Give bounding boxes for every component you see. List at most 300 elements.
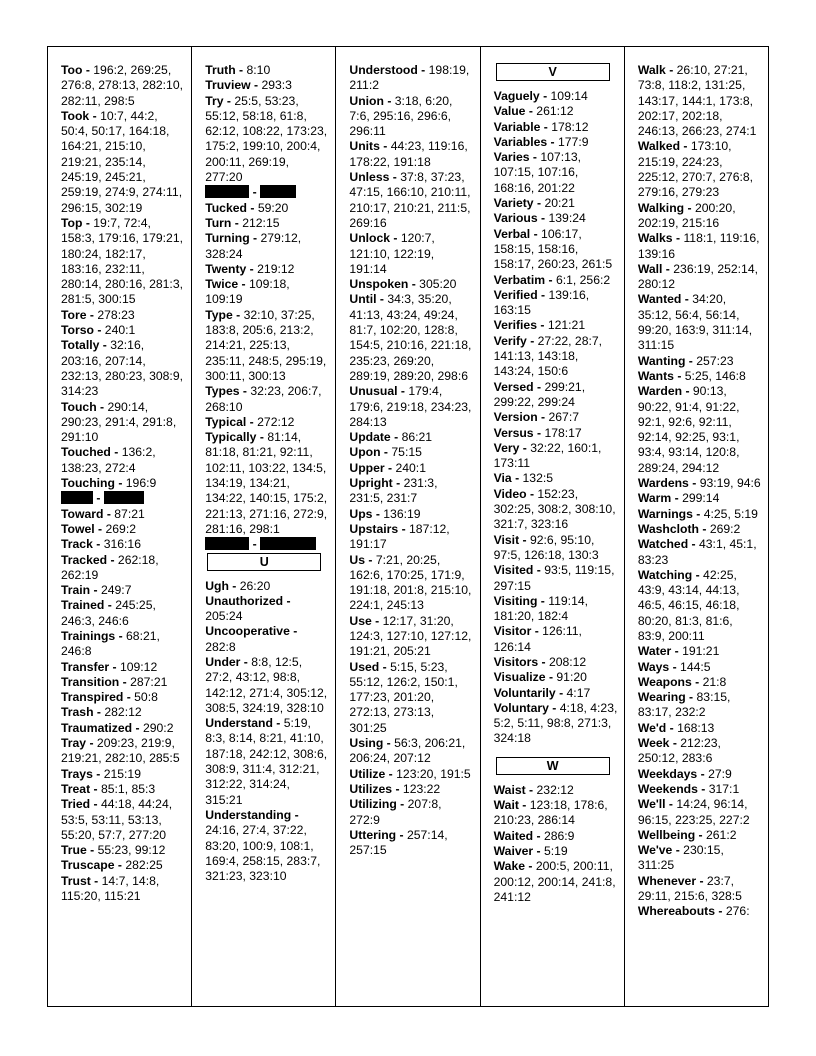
entry-separator: - [672,231,684,246]
index-term: Voluntarily [493,685,556,700]
page-line-refs: 32:23, 206:7, 268:10 [205,384,322,414]
page-line-refs: 91:20 [556,670,587,685]
index-term: Unlock [349,231,391,246]
index-entry [205,216,329,231]
page-line-refs: 299:21, 299:22, 299:24 [493,379,586,409]
entry-separator: - [545,272,556,287]
index-term: Using [349,736,384,751]
entry-separator: - [684,200,695,215]
index-term: Touched [61,445,111,460]
index-term: Wearing [637,690,686,705]
index-term: Twice [205,277,239,292]
index-entry [494,533,618,564]
index-entry [638,767,762,782]
index-entry [61,629,185,660]
page-line-refs: 299:14 [682,491,720,506]
index-term: Via [493,471,512,486]
index-term: Trays [61,766,93,781]
entry-separator: - [680,139,691,154]
page-line-refs: 168:13 [677,720,715,735]
index-entry [349,231,473,277]
index-term: Washcloth [637,521,699,536]
page-line-refs: 43:1, 45:1, 83:23 [637,537,757,567]
page-line-refs: 249:7 [100,583,132,598]
entry-separator: - [526,486,538,501]
index-term: Took [61,108,90,123]
index-term: Warm [637,491,672,506]
index-entry [61,736,185,767]
page-line-refs: 191:21 [682,644,720,659]
page-line-refs: 5:19, 8:3, 8:14, 8:21, 41:10, 187:18, 242:12, 308:6, 308:9, 311:4, 312:21, 312:22, 314:24, 315:21 [205,716,328,807]
index-term: Unspoken [349,277,409,292]
page-line-refs: 123:18, 178:6, 210:23, 286:14 [493,798,608,828]
page-line-refs: 196:2, 269:25, 276:8, 278:13, 282:10, 282:11, 298:5 [61,63,183,108]
index-term: Visit [493,532,520,547]
entry-separator: - [681,292,693,307]
entry-separator: - [525,104,537,119]
entry-separator: - [688,476,700,491]
page-line-refs: 207:8, 272:9 [349,797,442,827]
index-entry [494,89,618,104]
index-term: Try [205,93,224,108]
entry-separator: - [519,440,531,455]
index-term: Versed [493,379,534,394]
page-line-refs: 50:8 [134,690,158,705]
index-term: Weapons [637,674,692,689]
index-entry [205,594,329,625]
entry-separator: - [531,624,543,639]
entry-separator: - [283,593,291,608]
index-term: Uttering [349,827,397,842]
index-column-3 [335,47,479,1006]
index-term: Walking [637,200,685,215]
index-term: Walks [637,231,673,246]
index-entry [205,231,329,262]
page-line-refs: 276: [725,904,750,919]
entry-separator: - [392,781,403,796]
index-entry [61,705,185,720]
entry-separator: - [530,226,542,241]
page-line-refs: 87:21 [114,506,145,521]
page-line-refs: 32:10, 37:25, 183:8, 205:6, 213:2, 214:21, 225:13, 235:11, 248:5, 295:19, 300:11, 300:13 [205,307,327,383]
page-line-refs: 290:2 [142,720,174,735]
page-line-refs: 81:14, 81:18, 81:21, 92:11, 102:11, 103:22, 134:5, 134:19, 134:21, 134:22, 140:15, 175:2, 221:13, 271:16, 272:9, 281:16, 298:1 [205,430,328,536]
index-term: Warnings [637,506,693,521]
entry-separator: - [383,736,395,751]
entry-separator: - [547,134,558,149]
page-line-refs: 120:7, 121:10, 122:19, 191:14 [349,231,435,276]
index-entry [494,380,618,411]
entry-separator: - [545,670,557,685]
page-line-refs: 269:2 [709,521,741,536]
index-term: Tore [61,307,87,322]
page-line-refs: 107:13, 107:15, 107:16, 168:16, 201:22 [493,150,582,195]
entry-separator: - [540,119,552,134]
entry-separator: - [539,89,551,103]
entry-separator: - [538,654,549,669]
page-line-refs: 205:24 [205,609,243,624]
index-entry [349,767,473,782]
entry-separator: - [109,659,120,674]
index-entry [638,721,762,736]
page-line-refs: 123:20, 191:5 [396,766,471,781]
index-term: Visualize [493,670,546,685]
page-line-refs: 118:1, 119:16, 139:16 [637,231,760,261]
page-line-refs: 287:21 [130,674,168,689]
index-column-1 [48,47,191,1006]
entry-separator: - [249,185,261,200]
index-entry [61,338,185,399]
index-entry [349,614,473,660]
index-term: Verbal [493,226,531,241]
entry-separator: - [692,506,704,521]
index-term: Train [61,583,91,598]
index-page-frame [47,46,769,1007]
entry-separator: - [239,384,251,399]
index-entry [61,874,185,905]
index-entry [494,783,618,798]
entry-separator: - [665,797,677,812]
index-entry [349,660,473,736]
entry-separator: - [372,506,384,521]
index-entry [61,843,185,858]
page-line-refs: 106:17, 158:15, 158:16, 158:17, 260:23, 261:5 [493,226,613,272]
index-term: Trained [61,598,105,613]
entry-separator: - [291,807,299,822]
index-entry [61,598,185,629]
index-entry [638,736,762,767]
page-line-refs: 5:19 [543,843,568,858]
page-line-refs: 317:1 [708,781,740,796]
entry-separator: - [672,843,684,858]
index-entry [638,231,762,262]
index-term: Track [61,537,93,552]
page-line-refs: 5:25, 146:8 [684,368,746,383]
entry-separator: - [249,231,261,246]
index-term: Versus [493,425,534,440]
index-term: Wanting [637,353,686,368]
page-line-refs: 126:11, 126:14 [493,624,582,654]
index-entry [61,323,185,338]
index-entry [494,318,618,333]
index-entry [349,170,473,231]
index-term: Use [349,613,372,628]
page-line-refs: 240:1 [104,323,136,338]
index-entry [638,139,762,200]
entry-separator: - [256,430,268,445]
page-line-refs: 8:8, 12:5, 27:2, 43:12, 98:8, 142:12, 271:4, 305:12, 308:5, 324:19, 328:10 [205,654,328,715]
index-entry [494,135,618,150]
page-line-refs: 25:5, 53:23, 55:12, 58:18, 61:8, 62:12, 108:22, 173:23, 175:2, 199:10, 200:4, 200:11, 269:19, 277:20 [205,93,328,185]
entry-separator: - [376,292,388,307]
entry-separator: - [249,537,261,552]
page-line-refs: 34:20, 35:12, 56:4, 56:14, 99:20, 163:9, 311:14, 311:15 [637,292,753,353]
index-term: Utilizing [349,797,397,812]
index-term: Trainings [61,628,116,643]
index-term: Weekends [637,781,698,796]
entry-separator: - [365,552,376,567]
entry-separator: - [715,904,726,919]
index-entry [494,471,618,486]
page-line-refs: 20:21 [544,196,575,211]
index-entry [494,701,618,747]
index-entry [638,476,762,491]
page-line-refs: 27:22, 28:7, 141:13, 143:18, 143:24, 150:6 [493,333,603,379]
index-term: Tried [61,797,91,812]
index-term: Union [349,93,384,108]
redacted-entry [61,491,185,506]
page-line-refs: 21:8 [702,674,727,689]
index-entry [494,563,618,594]
page-line-refs: 267:7 [548,410,579,425]
index-term: Water [637,644,672,659]
index-entry [349,445,473,460]
entry-separator: - [86,307,98,322]
index-entry [61,109,185,216]
page-line-refs: 14:24, 96:14, 96:15, 223:25, 227:2 [637,797,750,827]
index-entry [638,782,762,797]
entry-separator: - [114,858,126,873]
index-term: Watched [637,537,689,552]
index-entry [205,94,329,186]
index-entry [61,507,185,522]
index-term: Upper [349,460,385,475]
index-entry [61,476,185,491]
index-entry [61,583,185,598]
index-entry [349,430,473,445]
page-line-refs: 59:20 [257,200,289,215]
index-term: Unless [349,170,390,185]
index-term: Upon [349,445,381,460]
entry-separator: - [525,859,536,874]
index-entry [61,782,185,797]
index-term: Warden [637,384,683,399]
index-entry [638,292,762,353]
index-term: Transfer [61,659,110,674]
index-term: Tracked [61,552,108,567]
index-entry [61,660,185,675]
index-term: Unusual [349,384,398,399]
index-entry [205,579,329,594]
index-term: Used [349,659,380,674]
page-line-refs: 44:18, 44:24, 53:5, 53:11, 53:13, 55:20, 57:7, 277:20 [61,797,173,842]
page-line-refs: 139:24 [548,211,586,226]
entry-separator: - [92,766,104,781]
index-entry [61,721,185,736]
entry-separator: - [107,552,118,567]
index-term: Twenty [205,261,247,276]
index-term: Whereabouts [637,904,716,919]
page-line-refs: 272:12 [257,414,295,429]
index-term: Watching [637,567,693,582]
entry-separator: - [518,798,530,813]
index-term: Verifies [493,318,537,333]
page-line-refs: 178:12 [551,119,589,134]
page-line-refs: 209:23, 219:9, 219:21, 282:10, 285:5 [61,736,180,766]
entry-separator: - [696,873,707,888]
index-entry [494,150,618,196]
index-term: Transition [61,674,120,689]
page-line-refs: 269:2 [105,521,136,536]
index-entry [349,782,473,797]
page-line-refs: 6:1, 256:2 [555,272,611,287]
index-entry [349,522,473,553]
index-column-5 [624,47,768,1006]
entry-separator: - [123,690,135,705]
index-term: Towel [61,521,95,536]
page-line-refs: 136:19 [383,506,421,521]
index-entry [61,63,185,109]
index-entry [349,384,473,430]
page-line-refs: 86:21 [401,430,433,445]
index-entry [494,594,618,625]
page-line-refs: 293:3 [261,78,292,93]
index-term: Waist [493,782,526,797]
entry-separator: - [90,797,101,812]
index-term: Under [205,654,241,669]
index-entry [349,63,473,94]
index-entry [494,273,618,288]
entry-separator: - [698,521,710,536]
index-term: Waiver [493,843,534,858]
index-term: Visited [493,563,534,578]
index-term: Typical [205,414,247,429]
entry-separator: - [396,827,407,842]
entry-separator: - [389,170,401,185]
index-term: Very [493,440,520,455]
entry-separator: - [408,277,420,292]
page-line-refs: 19:7, 72:4, 158:3, 179:16, 179:21, 180:24, 182:17, 183:16, 232:11, 280:14, 280:16, 281:3, 281:5, 300:15 [61,215,183,307]
index-term: Top [61,215,83,230]
index-term: Ups [349,506,373,521]
index-entry [638,491,762,506]
entry-separator: - [398,521,410,536]
entry-separator: - [90,781,101,796]
index-entry [638,797,762,828]
entry-separator: - [533,379,545,394]
entry-separator: - [380,445,392,460]
index-entry [638,644,762,659]
index-entry [61,216,185,308]
index-entry [494,798,618,829]
entry-separator: - [665,63,677,77]
index-term: Understood [349,63,418,77]
entry-separator: - [390,231,401,246]
index-entry [494,829,618,844]
index-term: Verify [493,333,527,348]
index-entry [494,624,618,655]
entry-separator: - [93,491,104,506]
entry-separator: - [548,700,560,715]
index-entry [638,874,762,905]
index-term: Us [349,552,365,567]
page-line-refs: 282:8 [205,639,236,654]
index-term: Update [349,430,391,445]
index-entry [205,624,329,655]
entry-separator: - [537,593,549,608]
index-entry [349,461,473,476]
entry-separator: - [384,460,396,475]
entry-separator: - [533,425,545,440]
index-term: Verified [493,287,538,302]
entry-separator: - [688,537,699,552]
index-entry [61,767,185,782]
entry-separator: - [289,624,298,639]
page-line-refs: 232:12 [536,782,574,797]
index-term: Touching [61,476,115,491]
page-line-refs: 4:18, 4:23, 5:2, 5:11, 98:8, 271:3, 324:18 [493,700,618,746]
entry-separator: - [250,78,262,93]
page-line-refs: 316:16 [103,537,141,552]
index-entry [61,308,185,323]
index-term: Variety [493,196,534,211]
index-entry [205,384,329,415]
entry-separator: - [228,578,240,593]
page-line-refs: 24:16, 27:4, 37:22, 83:20, 100:9, 108:1, 169:4, 258:15, 283:7, 321:23, 323:10 [205,823,321,884]
page-line-refs: 178:17 [544,425,582,440]
entry-separator: - [86,843,98,858]
index-term: Visitors [493,654,539,669]
page-line-refs: 257:23 [696,353,734,368]
index-entry [205,808,329,884]
page-line-refs: 282:12 [104,705,142,720]
index-term: Until [349,292,377,307]
entry-separator: - [379,659,391,674]
index-entry [638,904,762,919]
entry-separator: - [231,215,243,230]
index-term: We've [637,843,673,858]
entry-separator: - [246,414,258,429]
entry-separator: - [396,797,408,812]
index-term: Wait [493,798,519,813]
index-term: Type [205,307,233,322]
index-term: Various [493,211,538,226]
page-line-refs: 26:10, 27:21, 73:8, 118:2, 131:25, 143:17, 144:1, 173:8, 202:17, 202:18, 246:13, 266:23, 274:1 [637,63,757,139]
entry-separator: - [662,261,674,276]
index-entry [349,94,473,140]
entry-separator: - [238,277,250,292]
index-entry [638,354,762,369]
page-line-refs: 109:12 [119,659,158,674]
index-term: Weekdays [637,766,698,781]
entry-separator: - [82,215,94,230]
page-line-refs: 198:19, 211:2 [349,63,470,93]
index-entry [494,859,618,905]
page-line-refs: 132:5 [522,471,554,486]
page-line-refs: 173:10, 215:19, 224:23, 225:12, 270:7, 276:8, 279:16, 279:23 [637,139,754,200]
page-line-refs: 144:5 [680,659,711,674]
index-entry [494,196,618,211]
index-term: Utilize [349,766,386,781]
page-line-refs: 236:19, 252:14, 280:12 [637,261,758,292]
index-term: Walked [637,139,681,154]
page-line-refs: 196:9 [125,476,157,491]
index-entry [61,858,185,873]
entry-separator: - [685,690,697,705]
index-term: Version [493,410,538,425]
entry-separator: - [555,685,567,700]
entry-separator: - [525,782,537,797]
page-line-refs: 8:10 [246,63,271,77]
entry-separator: - [692,567,704,582]
index-entry [61,537,185,552]
index-entry [349,736,473,767]
page-line-refs: 93:19, 94:6 [699,476,761,491]
index-term: Understanding [205,807,292,822]
index-entry [61,675,185,690]
page-line-refs: 109:18, 109:19 [205,277,290,307]
entry-separator: - [685,353,697,368]
